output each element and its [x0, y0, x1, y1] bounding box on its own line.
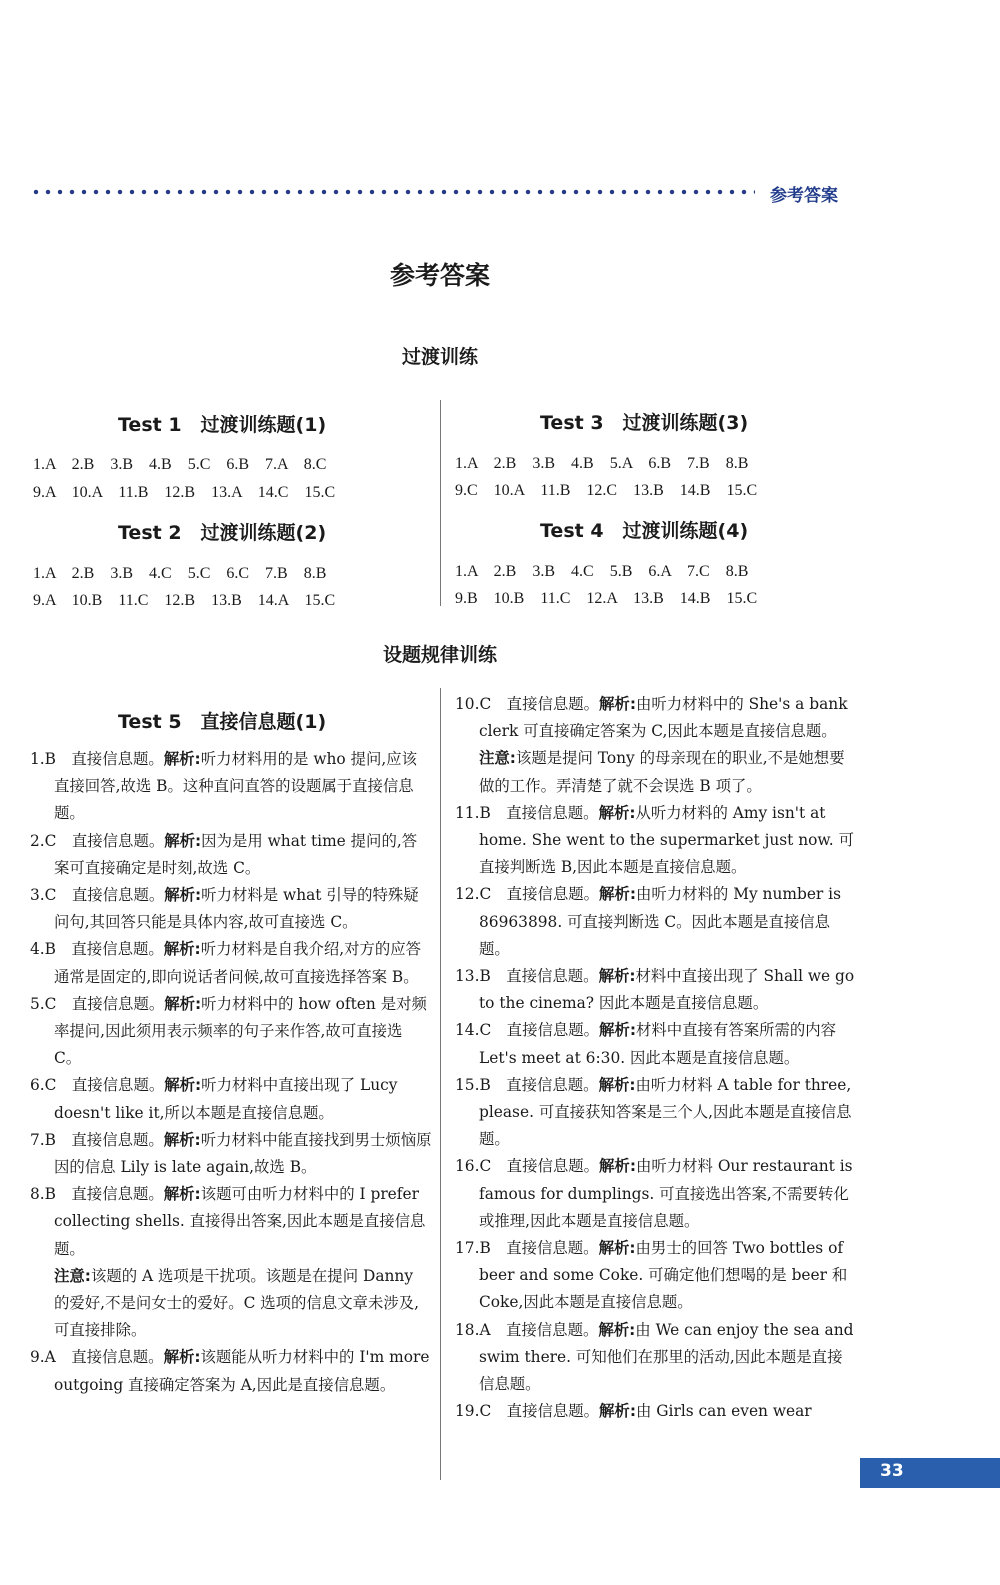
column-divider-top [440, 400, 441, 606]
answer-item-10: 10.C 直接信息题。解析:由听力材料中的 She's a bank clerk 可直接确定答案为 C,因此本题是直接信息题。 [455, 695, 848, 741]
answer-item-11: 11.B 直接信息题。解析:从听力材料的 Amy isn't at home. She went to the supermarket just now. 可直接判断选 B,因此本题是直接信息题。 [455, 803, 854, 877]
test-5-heading: Test 5 直接信息题(1) [118, 711, 327, 733]
header-title: 参考答案 [770, 186, 838, 206]
test-3-heading: Test 3 过渡训练题(3) [540, 412, 749, 434]
answer-item-13: 13.B 直接信息题。解析:材料中直接出现了 Shall we go to the cinema? 因此本题是直接信息题。 [455, 967, 855, 1013]
answer-item-8-note: 注意:该题的 A 选项是干扰项。该题是在提问 Danny 的爱好,不是问女士的爱好。C 选项的信息文章未涉及,可直接排除。 [54, 1266, 420, 1340]
answer-column-left [30, 746, 432, 1399]
page-number: 33 [880, 1461, 904, 1481]
answer-item-17: 17.B 直接信息题。解析:由男士的回答 Two bottles of beer and some Coke. 可确定他们想喝的是 beer 和 Coke,因此本题是直接信息题。 [455, 1239, 848, 1312]
answer-item-2: 2.C 直接信息题。解析:因为是用 what time 提问的,答案可直接确定是时刻,故选 C。 [30, 831, 418, 877]
test-3-answers-row-2: 9.C 10.A 11.B 12.C 13.B 14.B 15.C [455, 482, 758, 499]
test-2-heading: Test 2 过渡训练题(2) [118, 522, 327, 544]
answer-item-9: 9.A 直接信息题。解析:该题能从听力材料中的 I'm more outgoing 直接确定答案为 A,因此是直接信息题。 [30, 1348, 430, 1394]
column-divider-bottom [440, 688, 441, 1480]
answer-item-6: 6.C 直接信息题。解析:听力材料中直接出现了 Lucy doesn't like it,所以本题是直接信息题。 [30, 1076, 398, 1122]
test-3-answers-row-1: 1.A 2.B 3.B 4.B 5.A 6.B 7.B 8.B [455, 455, 749, 472]
answer-item-10-note: 注意:该题是提问 Tony 的母亲现在的职业,不是她想要做的工作。弄清楚了就不会误选 B 项了。 [479, 749, 845, 795]
answer-item-3: 3.C 直接信息题。解析:听力材料是 what 引导的特殊疑问句,其回答只能是具体内容,故可直接选 C。 [30, 886, 419, 932]
test-4-answers-row-2: 9.B 10.B 11.C 12.A 13.B 14.B 15.C [455, 590, 758, 607]
answer-item-15: 15.B 直接信息题。解析:由听力材料 A table for three, please. 可直接获知答案是三个人,因此本题是直接信息题。 [455, 1075, 852, 1149]
test-2-answers-row-1: 1.A 2.B 3.B 4.C 5.C 6.C 7.B 8.B [33, 565, 327, 582]
answer-item-1: 1.B 直接信息题。解析:听力材料用的是 who 提问,应该直接回答,故选 B。这种直问直答的设题属于直接信息题。 [30, 750, 418, 823]
answer-item-8: 8.B 直接信息题。解析:该题可由听力材料中的 I prefer collecting shells. 直接得出答案,因此本题是直接信息题。 [30, 1185, 426, 1258]
test-1-answers-row-1: 1.A 2.B 3.B 4.B 5.C 6.B 7.A 8.C [33, 456, 327, 473]
test-1-heading: Test 1 过渡训练题(1) [118, 414, 327, 436]
test-1-answers-row-2: 9.A 10.A 11.B 12.B 13.A 14.C 15.C [33, 484, 336, 501]
section-title-pattern: 设题规律训练 [382, 644, 497, 666]
test-4-heading: Test 4 过渡训练题(4) [540, 520, 749, 542]
section-title-transition: 过渡训练 [401, 346, 478, 368]
page-title: 参考答案 [389, 261, 490, 290]
answer-item-16: 16.C 直接信息题。解析:由听力材料 Our restaurant is famous for dumplings. 可直接选出答案,不需要转化或推理,因此本题是直接信息题。 [455, 1157, 853, 1230]
header-dotted-rule [30, 189, 755, 195]
answer-item-14: 14.C 直接信息题。解析:材料中直接有答案所需的内容 Let's meet at 6:30. 因此本题是直接信息题。 [455, 1021, 837, 1067]
answer-item-19: 19.C 直接信息题。解析:由 Girls can even wear [455, 1402, 812, 1421]
answer-item-5: 5.C 直接信息题。解析:听力材料中的 how often 是对频率提问,因此须用表示频率的句子来作答,故可直接选 C。 [30, 994, 427, 1068]
test-4-answers-row-1: 1.A 2.B 3.B 4.C 5.B 6.A 7.C 8.B [455, 563, 749, 580]
test-2-answers-row-2: 9.A 10.B 11.C 12.B 13.B 14.A 15.C [33, 592, 336, 609]
answer-item-12: 12.C 直接信息题。解析:由听力材料的 My number is 86963898. 可直接判断选 C。因此本题是直接信息题。 [455, 885, 841, 958]
answer-item-18: 18.A 直接信息题。解析:由 We can enjoy the sea and swim there. 可知他们在那里的活动,因此本题是直接信息题。 [455, 1320, 854, 1394]
answer-column-right [455, 691, 855, 1425]
answer-item-4: 4.B 直接信息题。解析:听力材料是自我介绍,对方的应答通常是固定的,即向说话者问候,故可直接选择答案 B。 [30, 940, 422, 986]
answer-item-7: 7.B 直接信息题。解析:听力材料中能直接找到男士烦恼原因的信息 Lily is late again,故选 B。 [30, 1130, 432, 1177]
